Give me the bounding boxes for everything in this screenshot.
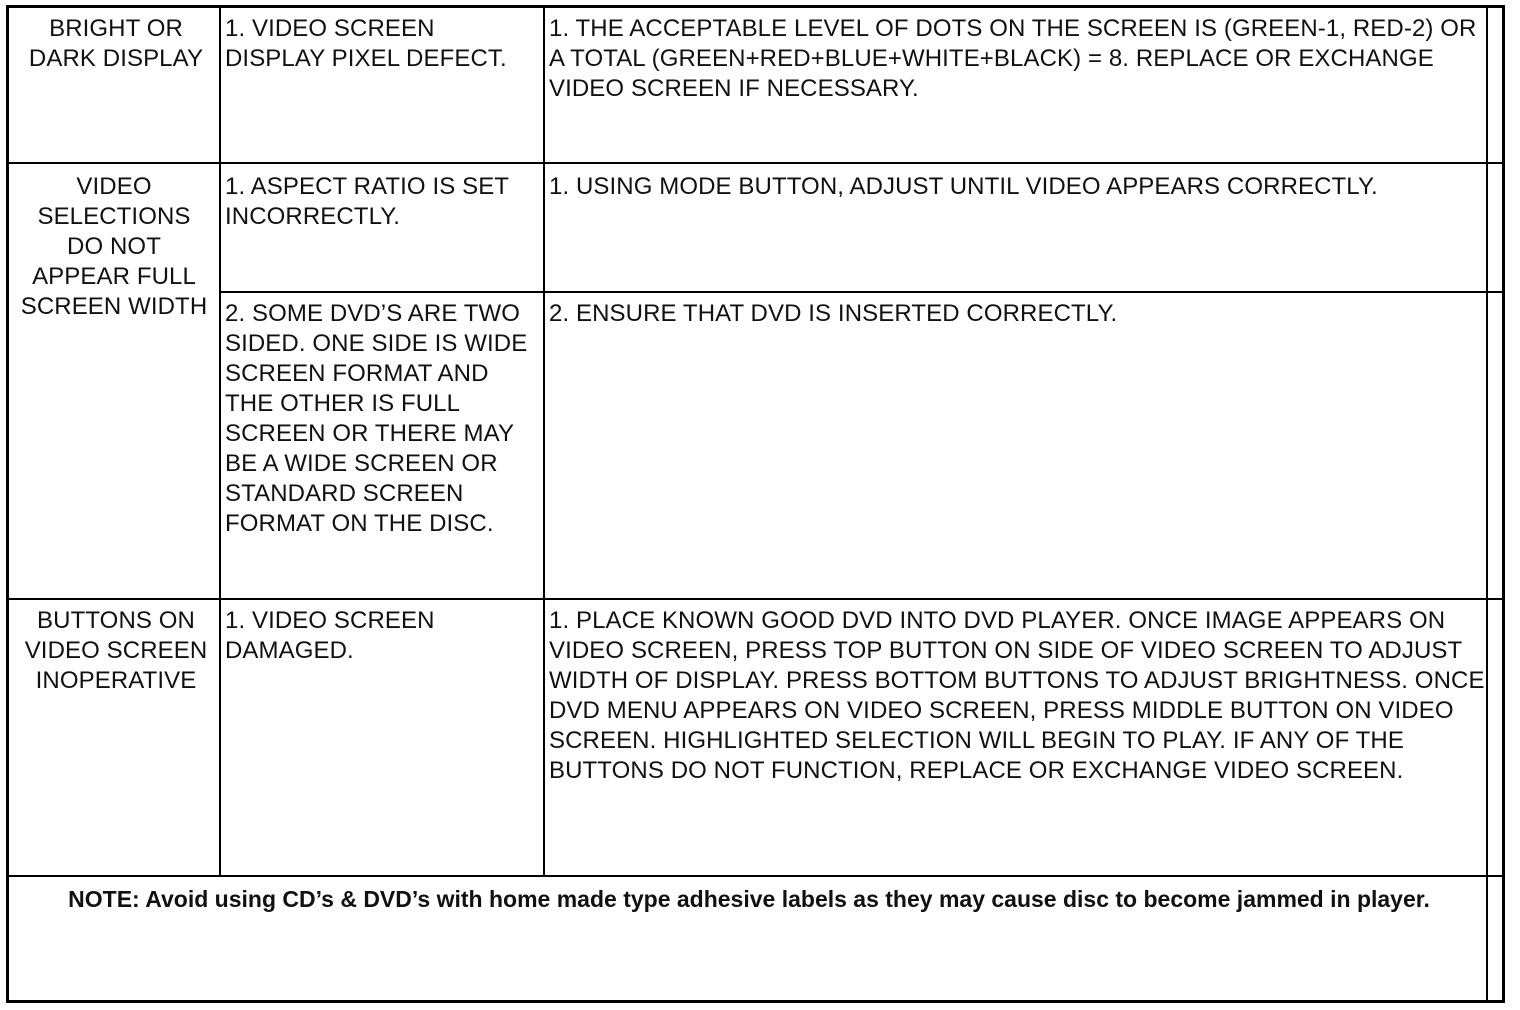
row-divider-1 xyxy=(9,162,1502,164)
column-divider-1 xyxy=(219,8,221,875)
column-divider-2 xyxy=(543,8,545,875)
cause-cell: 2. SOME DVD’S ARE TWO SIDED. ONE SIDE IS WIDE SCREEN FORMAT AND THE OTHER IS FULL SCREEN OR THERE MAY BE A WIDE SCREEN OR STANDARD SCREEN FORMAT ON THE DISC. xyxy=(225,300,528,537)
symptom-cell: BRIGHT OR DARK DISPLAY xyxy=(28,15,204,72)
troubleshooting-table xyxy=(6,5,1505,1003)
remedy-cell: 2. ENSURE THAT DVD IS INSERTED CORRECTLY. xyxy=(549,300,1118,327)
column-divider-3 xyxy=(1486,8,1488,1000)
row-divider-4 xyxy=(9,875,1502,877)
symptom-cell: VIDEO SELECTIONS DO NOT APPEAR FULL SCREEN WIDTH xyxy=(20,173,208,320)
remedy-cell: 1. USING MODE BUTTON, ADJUST UNTIL VIDEO APPEARS CORRECTLY. xyxy=(549,173,1378,200)
row-divider-3 xyxy=(9,598,1502,600)
remedy-cell: 1. THE ACCEPTABLE LEVEL OF DOTS ON THE SCREEN IS (GREEN-1, RED-2) OR A TOTAL (GREEN+RED+BLUE+WHITE+BLACK) = 8. REPLACE OR EXCHANGE VIDEO SCREEN IF NECESSARY. xyxy=(549,15,1477,102)
cause-cell: 1. ASPECT RATIO IS SET INCORRECTLY. xyxy=(225,173,509,230)
cause-cell: 1. VIDEO SCREEN DAMAGED. xyxy=(225,607,435,664)
note-text: NOTE: Avoid using CD’s & DVD’s with home made type adhesive labels as they may cause disc to become jammed in player. xyxy=(68,886,1430,912)
cause-cell: 1. VIDEO SCREEN DISPLAY PIXEL DEFECT. xyxy=(225,15,507,72)
row-divider-2 xyxy=(219,291,1502,293)
remedy-cell: 1. PLACE KNOWN GOOD DVD INTO DVD PLAYER. ONCE IMAGE APPEARS ON VIDEO SCREEN, PRESS TOP BUTTON ON SIDE OF VIDEO SCREEN TO ADJUST WIDTH OF DISPLAY. PRESS BOTTOM BUTTONS TO ADJUST BRIGHTNESS. ONCE DVD MENU APPEARS ON VIDEO SCREEN, PRESS MIDDLE BUTTON ON VIDEO SCREEN. HIGHLIGHTED SELECTION WILL BEGIN TO PLAY. IF ANY OF THE BUTTONS DO NOT FUNCTION, REPLACE OR EXCHANGE VIDEO SCREEN. xyxy=(549,607,1485,784)
symptom-cell: BUTTONS ON VIDEO SCREEN INOPERATIVE xyxy=(24,607,208,694)
